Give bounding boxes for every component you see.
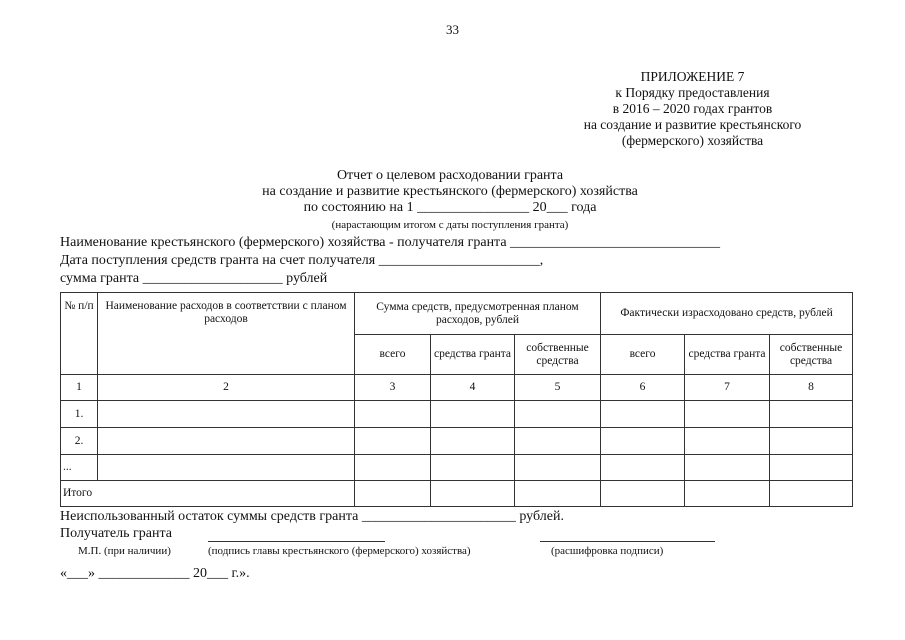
total-row [61,481,853,507]
recipient-label: Получатель гранта [60,526,172,541]
column-number: 7 [685,375,770,401]
grant-sum-field: сумма гранта ____________________ рублей [60,271,328,286]
column-number: 4 [431,375,515,401]
table-row [61,455,853,481]
header-expense-name: Наименование расходов в соответствии с планом расходов [98,293,355,375]
row-number: 2. [61,428,98,455]
annex-header [560,69,825,149]
column-number: 3 [355,375,431,401]
column-number: 5 [515,375,601,401]
header-actual-spent: Фактически израсходовано средств, рублей [601,293,853,335]
page-number: 33 [446,22,459,37]
header-number: № п/п [61,293,98,375]
column-number: 8 [770,375,853,401]
signature-line [208,541,385,542]
column-number: 6 [601,375,685,401]
decode-caption: (расшифровка подписи) [551,545,664,557]
row-number: ... [61,455,98,481]
table-row [61,428,853,455]
column-number: 2 [98,375,355,401]
title-line-2: на создание и развитие крестьянского (фермерского) хозяйства [262,184,638,199]
column-number: 1 [61,375,98,401]
expense-table [60,292,853,507]
unused-balance-field: Неиспользованный остаток суммы средств гранта ______________________ рублей. [60,509,564,524]
title-note: (нарастающим итогом с даты поступления гранта) [331,219,569,231]
decode-line [540,541,715,542]
stamp-label: М.П. (при наличии) [78,545,171,557]
subheader-cell: всего [355,335,431,375]
subheader-cell: собственные средства [515,335,601,375]
subheader-cell: средства гранта [685,335,770,375]
date-line: «___» _____________ 20___ г.». [60,566,250,581]
report-title [150,168,750,216]
signature-caption: (подпись главы крестьянского (фермерского) хозяйства) [208,545,471,557]
annex-line: к Порядку предоставления [615,85,770,100]
title-line-3: по состоянию на 1 ________________ 20___ года [303,200,597,215]
annex-line: на создание и развитие крестьянского [583,117,802,132]
annex-line: ПРИЛОЖЕНИЕ 7 [640,69,745,84]
farm-name-field: Наименование крестьянского (фермерского) хозяйства - получателя гранта ______________________________ [60,235,721,250]
annex-line: в 2016 – 2020 годах грантов [612,101,773,116]
subheader-cell: средства гранта [431,335,515,375]
receipt-date-field: Дата поступления средств гранта на счет получателя _______________________, [60,253,544,268]
header-planned-sum: Сумма средств, предусмотренная планом расходов, рублей [355,293,601,335]
row-number: 1. [61,401,98,428]
subheader-cell: собственные средства [770,335,853,375]
title-line-1: Отчет о целевом расходовании гранта [336,168,564,183]
annex-line: (фермерского) хозяйства [621,133,764,148]
subheader-cell: всего [601,335,685,375]
table-row [61,401,853,428]
total-label: Итого [61,481,355,507]
